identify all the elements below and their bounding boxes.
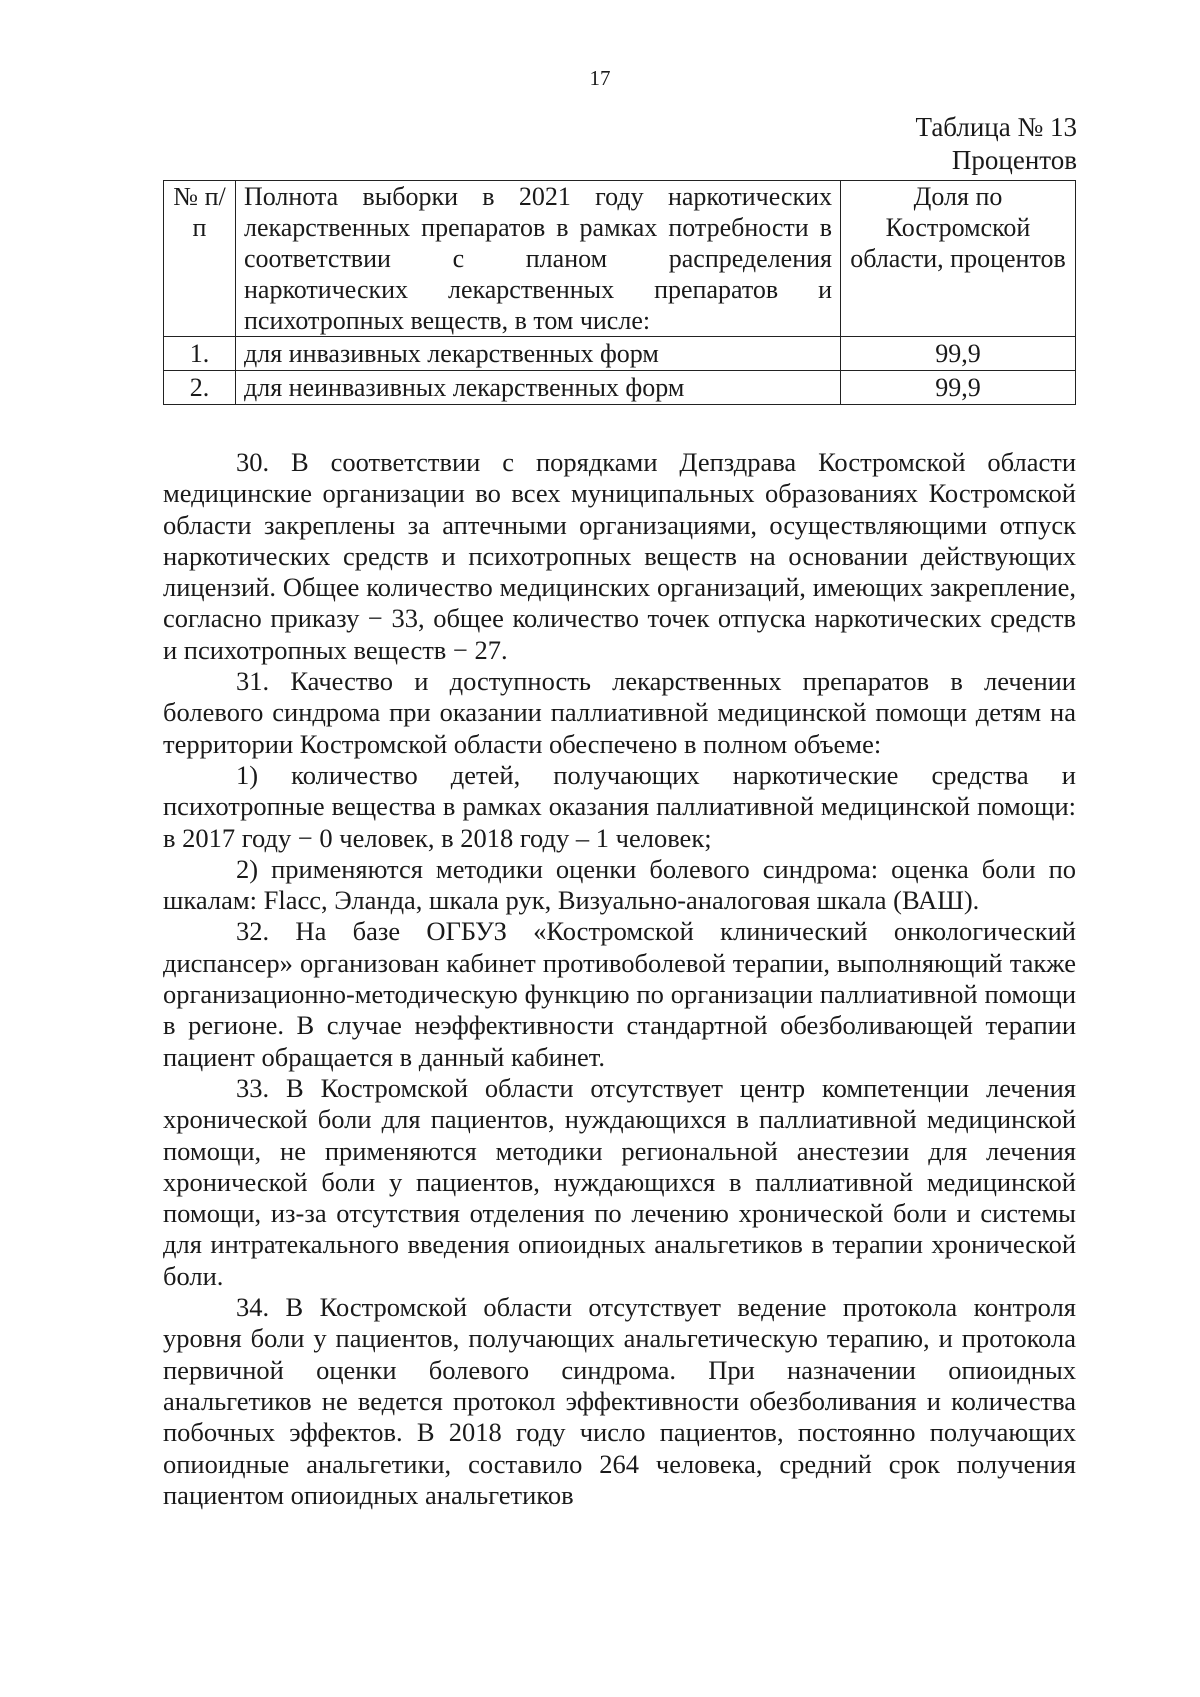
paragraph-31: 31. Качество и доступность лекарственных препаратов в лечении болевого синдрома при оказании паллиативной медицинской помощи детям на территории Костромской области обеспечено в полном объеме: xyxy=(163,666,1076,759)
header-share: Доля по Костромской области, процентов xyxy=(841,181,1076,337)
data-table xyxy=(163,180,1076,405)
table-row xyxy=(164,337,1076,371)
paragraph-33: 33. В Костромской области отсутствует центр компетенции лечения хронической боли для пациентов, нуждающихся в паллиативной медицинской помощи, не применяются методики региональной анестезии для лечения хронической боли у пациентов, нуждающихся в паллиативной медицинской помощи, из-за отсутствия отделения по лечению хронической боли и системы для интратекального введения опиоидных анальгетиков в терапии хронической боли. xyxy=(163,1072,1076,1291)
row-num: 2. xyxy=(164,371,236,405)
row-label: для неинвазивных лекарственных форм xyxy=(236,371,841,405)
table-title: Таблица № 13 xyxy=(915,112,1077,142)
row-label: для инвазивных лекарственных форм xyxy=(236,337,841,371)
list-item-2: 2) применяются методики оценки болевого синдрома: оценка боли по шкалам: Flacc, Эланда, шкала рук, Визуально-аналоговая шкала (ВАШ). xyxy=(163,853,1076,916)
list-item-1: 1) количество детей, получающих наркотические средства и психотропные вещества в рамках оказания паллиативной медицинской помощи: в 2017 году − 0 человек, в 2018 году – 1 человек; xyxy=(163,759,1076,853)
paragraph-34: 34. В Костромской области отсутствует ведение протокола контроля уровня боли у пациентов, получающих анальгетическую терапию, и протокола первичной оценки болевого синдрома. При назначении опиоидных анальгетиков не ведется протокол эффективности обезболивания и количества побочных эффектов. В 2018 году число пациентов, постоянно получающих опиоидные анальгетики, составило 264 человека, средний срок получения пациентом опиоидных анальгетиков xyxy=(163,1292,1076,1510)
header-num: № п/п xyxy=(164,181,236,337)
header-description: Полнота выборки в 2021 году наркотических лекарственных препаратов в рамках потребности в соответствии с планом распределения наркотических лекарственных препаратов и психотропных веществ, в том числе: xyxy=(236,181,841,337)
table-header-row xyxy=(164,181,1076,337)
table-row xyxy=(164,371,1076,405)
row-num: 1. xyxy=(164,337,236,371)
body-text xyxy=(163,447,1076,1511)
paragraph-32: 32. На базе ОГБУЗ «Костромской клинический онкологический диспансер» организован кабинет противоболевой терапии, выполняющий также организационно-методическую функцию по организации паллиативной помощи в регионе. В случае неэффективности стандартной обезболивающей терапии пациент обращается в данный кабинет. xyxy=(163,916,1076,1072)
table-unit: Процентов xyxy=(951,145,1077,175)
row-value: 99,9 xyxy=(841,371,1076,405)
page-number: 17 xyxy=(589,66,611,90)
row-value: 99,9 xyxy=(841,337,1076,371)
paragraph-30: 30. В соответствии с порядками Депздрава Костромской области медицинские организации во всех муниципальных образованиях Костромской области закреплены за аптечными организациями, осуществляющими отпуск наркотических средств и психотропных веществ на основании действующих лицензий. Общее количество медицинских организаций, имеющих закрепление, согласно приказу − 33, общее количество точек отпуска наркотических средств и психотропных веществ − 27. xyxy=(163,447,1076,665)
